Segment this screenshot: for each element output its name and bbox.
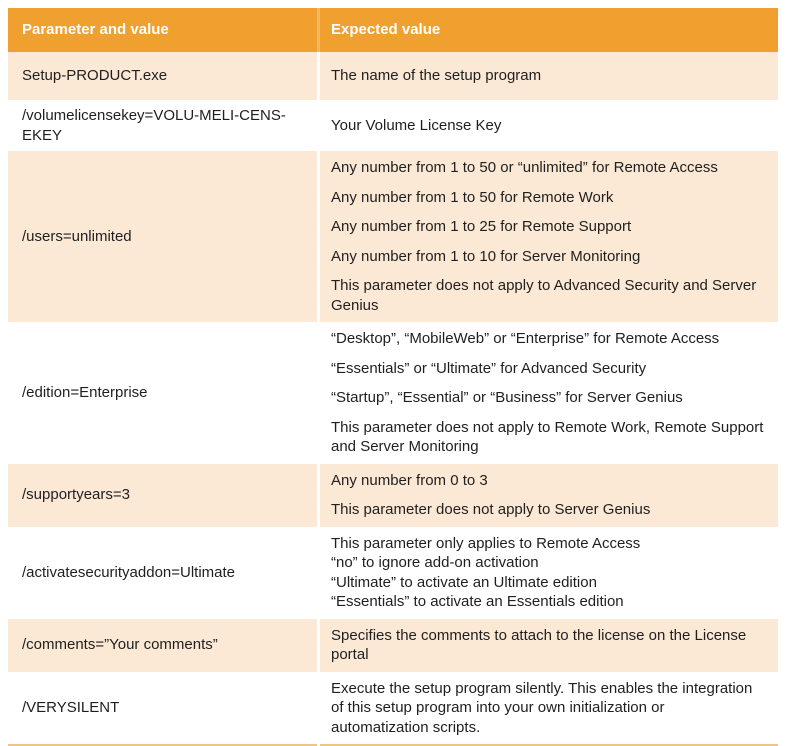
expected-text: “Startup”, “Essential” or “Business” for Server Genius (331, 389, 683, 406)
param-text: /volumelicensekey=VOLU-MELI-CENS-EKEY (22, 107, 286, 144)
header-cell-expected (320, 8, 778, 52)
expected-cell (320, 100, 778, 151)
table-row (8, 672, 778, 745)
param-text: /activatesecurityaddon=Ultimate (22, 563, 236, 581)
expected-text: “Ultimate” to activate an Ultimate edition (331, 573, 597, 591)
param-cell (8, 672, 317, 745)
expected-text: This parameter does not apply to Remote Work, Remote Support and Server Monitoring (331, 418, 764, 455)
header-expected-label: Expected value (331, 21, 441, 39)
expected-text: Any number from 0 to 3 (331, 471, 488, 489)
table-header-row (8, 8, 778, 52)
expected-text: Your Volume License Key (331, 116, 502, 134)
expected-cell (320, 52, 778, 100)
param-cell (8, 464, 317, 527)
expected-text: “Essentials” or “Ultimate” for Advanced Security (331, 359, 647, 377)
param-cell (8, 527, 317, 619)
param-text: /edition=Enterprise (22, 384, 148, 401)
expected-text: This parameter does not apply to Server Genius (331, 501, 651, 518)
expected-cell (320, 464, 778, 527)
header-cell-parameter (8, 8, 317, 52)
expected-cell (320, 527, 778, 619)
expected-text: Execute the setup program silently. This enables the integration of this setup program into your own initialization or automatization scripts. (331, 679, 753, 736)
expected-text: This parameter does not apply to Advanced Security and Server Genius (331, 277, 757, 314)
table-row (8, 151, 778, 322)
param-text: Setup-PRODUCT.exe (22, 67, 168, 85)
expected-text: “Desktop”, “MobileWeb” or “Enterprise” for Remote Access (331, 330, 720, 347)
param-cell (8, 100, 317, 151)
expected-text: This parameter only applies to Remote Access (331, 534, 641, 552)
table-row (8, 52, 778, 100)
param-text: /users=unlimited (22, 227, 132, 245)
expected-text: Any number from 1 to 10 for Server Monitoring (331, 247, 641, 265)
param-text: /VERYSILENT (22, 699, 120, 716)
param-cell (8, 619, 317, 672)
setup-parameters-table (8, 8, 778, 746)
expected-text: Any number from 1 to 50 for Remote Work (331, 188, 614, 206)
param-text: /comments=”Your comments” (22, 636, 218, 654)
table-row (8, 464, 778, 527)
param-cell (8, 322, 317, 464)
param-cell (8, 151, 317, 322)
expected-text: Specifies the comments to attach to the license on the License portal (331, 626, 747, 663)
expected-text: “no” to ignore add-on activation (331, 554, 539, 571)
expected-cell (320, 672, 778, 745)
table-row (8, 527, 778, 619)
param-text: /supportyears=3 (22, 486, 130, 504)
table-row (8, 100, 778, 151)
header-parameter-label: Parameter and value (22, 21, 169, 39)
table-row (8, 322, 778, 464)
param-cell (8, 52, 317, 100)
expected-cell (320, 619, 778, 672)
table-row (8, 619, 778, 672)
expected-text: Any number from 1 to 25 for Remote Support (331, 218, 632, 235)
expected-cell (320, 322, 778, 464)
expected-text: The name of the setup program (331, 67, 542, 85)
expected-cell (320, 151, 778, 322)
expected-text: “Essentials” to activate an Essentials edition (331, 593, 624, 610)
expected-text: Any number from 1 to 50 or “unlimited” for Remote Access (331, 159, 718, 176)
